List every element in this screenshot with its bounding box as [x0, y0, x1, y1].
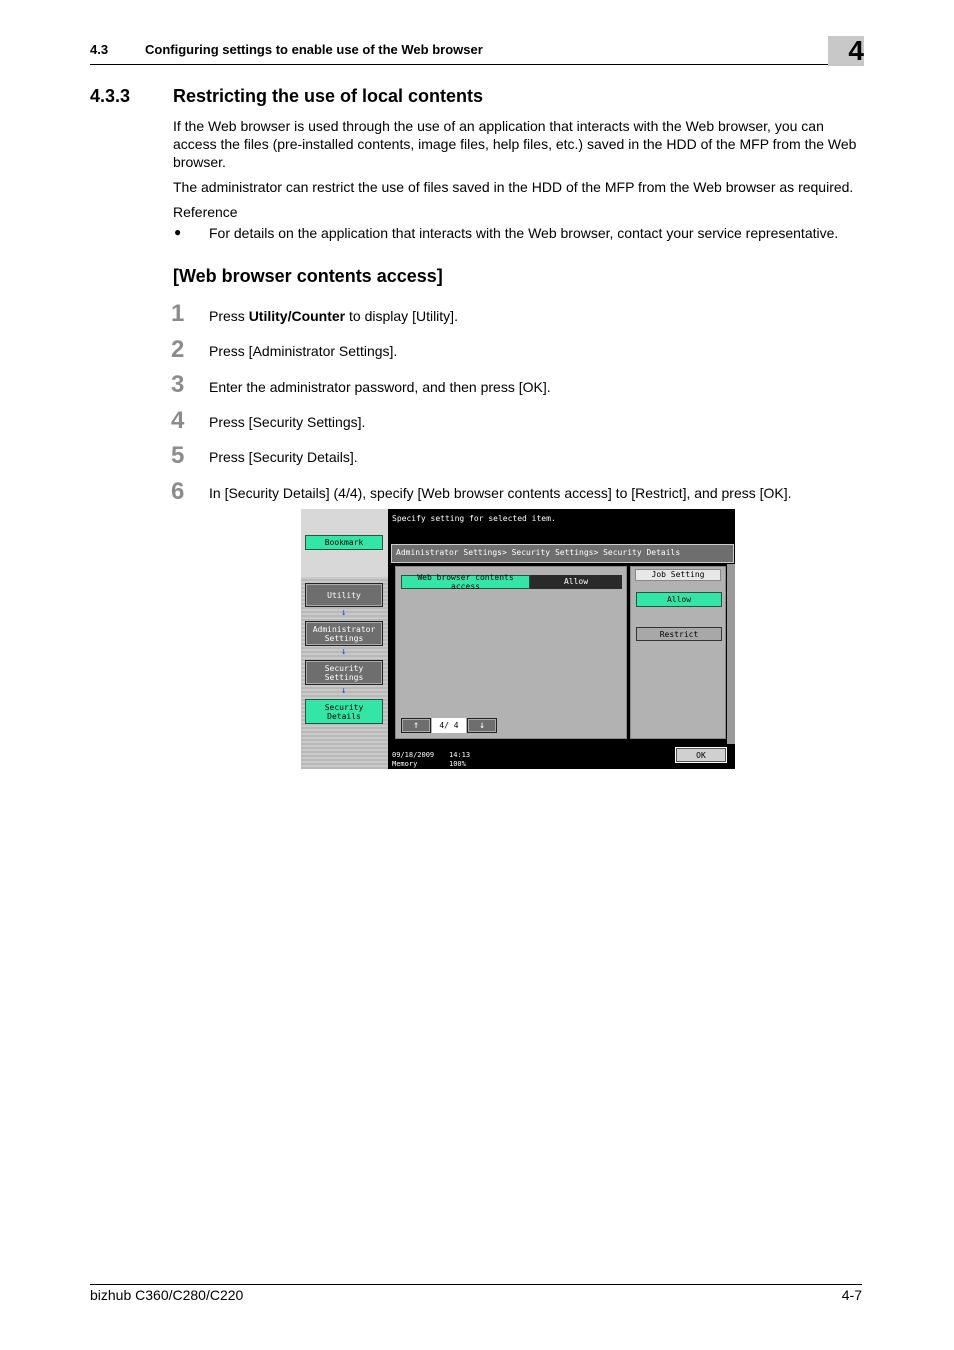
page-down-button[interactable]: ↓	[467, 718, 497, 733]
bullet-icon: ●	[174, 225, 182, 239]
chapter-number: 4	[848, 35, 864, 66]
job-setting-label: Job Setting	[635, 569, 721, 581]
section-number: 4.3.3	[90, 86, 131, 106]
status-memory-label: Memory	[392, 760, 418, 768]
control-panel-screen	[301, 509, 735, 769]
header-rule	[90, 64, 862, 65]
down-arrow-icon: ↓	[341, 686, 347, 696]
web-browser-contents-access-item[interactable]: Web browser contents access	[401, 575, 530, 589]
bookmark-button[interactable]: Bookmark	[305, 535, 383, 550]
footer-product: bizhub C360/C280/C220	[90, 1287, 244, 1303]
paragraph: If the Web browser is used through the use of an application that interacts with the Web browser, you can access the files (pre-installed contents, image files, help files, etc.) saved in the HDD of the MFP from the Web browser.	[173, 118, 857, 170]
status-date-memory	[392, 751, 434, 769]
step-number: 3	[171, 371, 185, 398]
footer-rule	[90, 1284, 862, 1285]
screen-message: Specify setting for selected item.	[392, 514, 556, 523]
breadcrumb: Administrator Settings> Security Settings> Security Details	[396, 548, 681, 557]
reference-text: For details on the application that interacts with the Web browser, contact your service representative.	[209, 225, 839, 241]
step-text: Press [Security Details].	[209, 449, 358, 465]
down-arrow-icon: ↓	[341, 608, 347, 618]
step-number: 1	[171, 300, 185, 327]
step-number: 2	[171, 336, 185, 363]
status-time-memory	[449, 751, 470, 769]
step-number: 4	[171, 407, 185, 434]
reference-label: Reference	[173, 204, 238, 220]
step-number: 5	[171, 442, 185, 469]
status-date: 09/18/2009	[392, 751, 435, 759]
status-time: 14:13	[449, 751, 471, 759]
restrict-button[interactable]: Restrict	[636, 627, 722, 641]
step-text	[209, 308, 458, 324]
step-text: In [Security Details] (4/4), specify [Web browser contents access] to [Restrict], and press [OK].	[209, 485, 792, 501]
step-text-pre: Press	[209, 308, 249, 324]
header-section-number: 4.3	[90, 42, 109, 57]
step-text: Press [Security Settings].	[209, 414, 366, 430]
status-memory-value: 100%	[449, 760, 466, 768]
ok-button[interactable]: OK	[675, 747, 727, 763]
setting-value: Allow	[530, 575, 622, 589]
step-text: Enter the administrator password, and then press [OK].	[209, 379, 551, 395]
page-indicator: 4/ 4	[432, 718, 466, 733]
header-section-title: Configuring settings to enable use of the Web browser	[145, 42, 483, 57]
paragraph: The administrator can restrict the use of files saved in the HDD of the MFP from the Web browser as required.	[173, 179, 854, 195]
security-settings-button[interactable]: Security Settings	[305, 660, 383, 685]
down-arrow-icon: ↓	[341, 647, 347, 657]
security-details-button[interactable]: Security Details	[305, 699, 383, 724]
step-text-post: to display [Utility].	[345, 308, 458, 324]
administrator-settings-button[interactable]: Administrator Settings	[305, 621, 383, 646]
settings-list-panel	[395, 566, 627, 739]
section-title: Restricting the use of local contents	[173, 86, 484, 106]
screen-edge	[727, 564, 735, 744]
footer-page-number: 4-7	[841, 1287, 862, 1303]
utility-button[interactable]: Utility	[305, 583, 383, 607]
step-number: 6	[171, 478, 185, 505]
subheading: [Web browser contents access]	[173, 266, 443, 286]
page-up-button[interactable]: ↑	[401, 718, 431, 733]
step-key-name: Utility/Counter	[248, 308, 346, 324]
step-text: Press [Administrator Settings].	[209, 343, 398, 359]
allow-button[interactable]: Allow	[636, 592, 722, 607]
